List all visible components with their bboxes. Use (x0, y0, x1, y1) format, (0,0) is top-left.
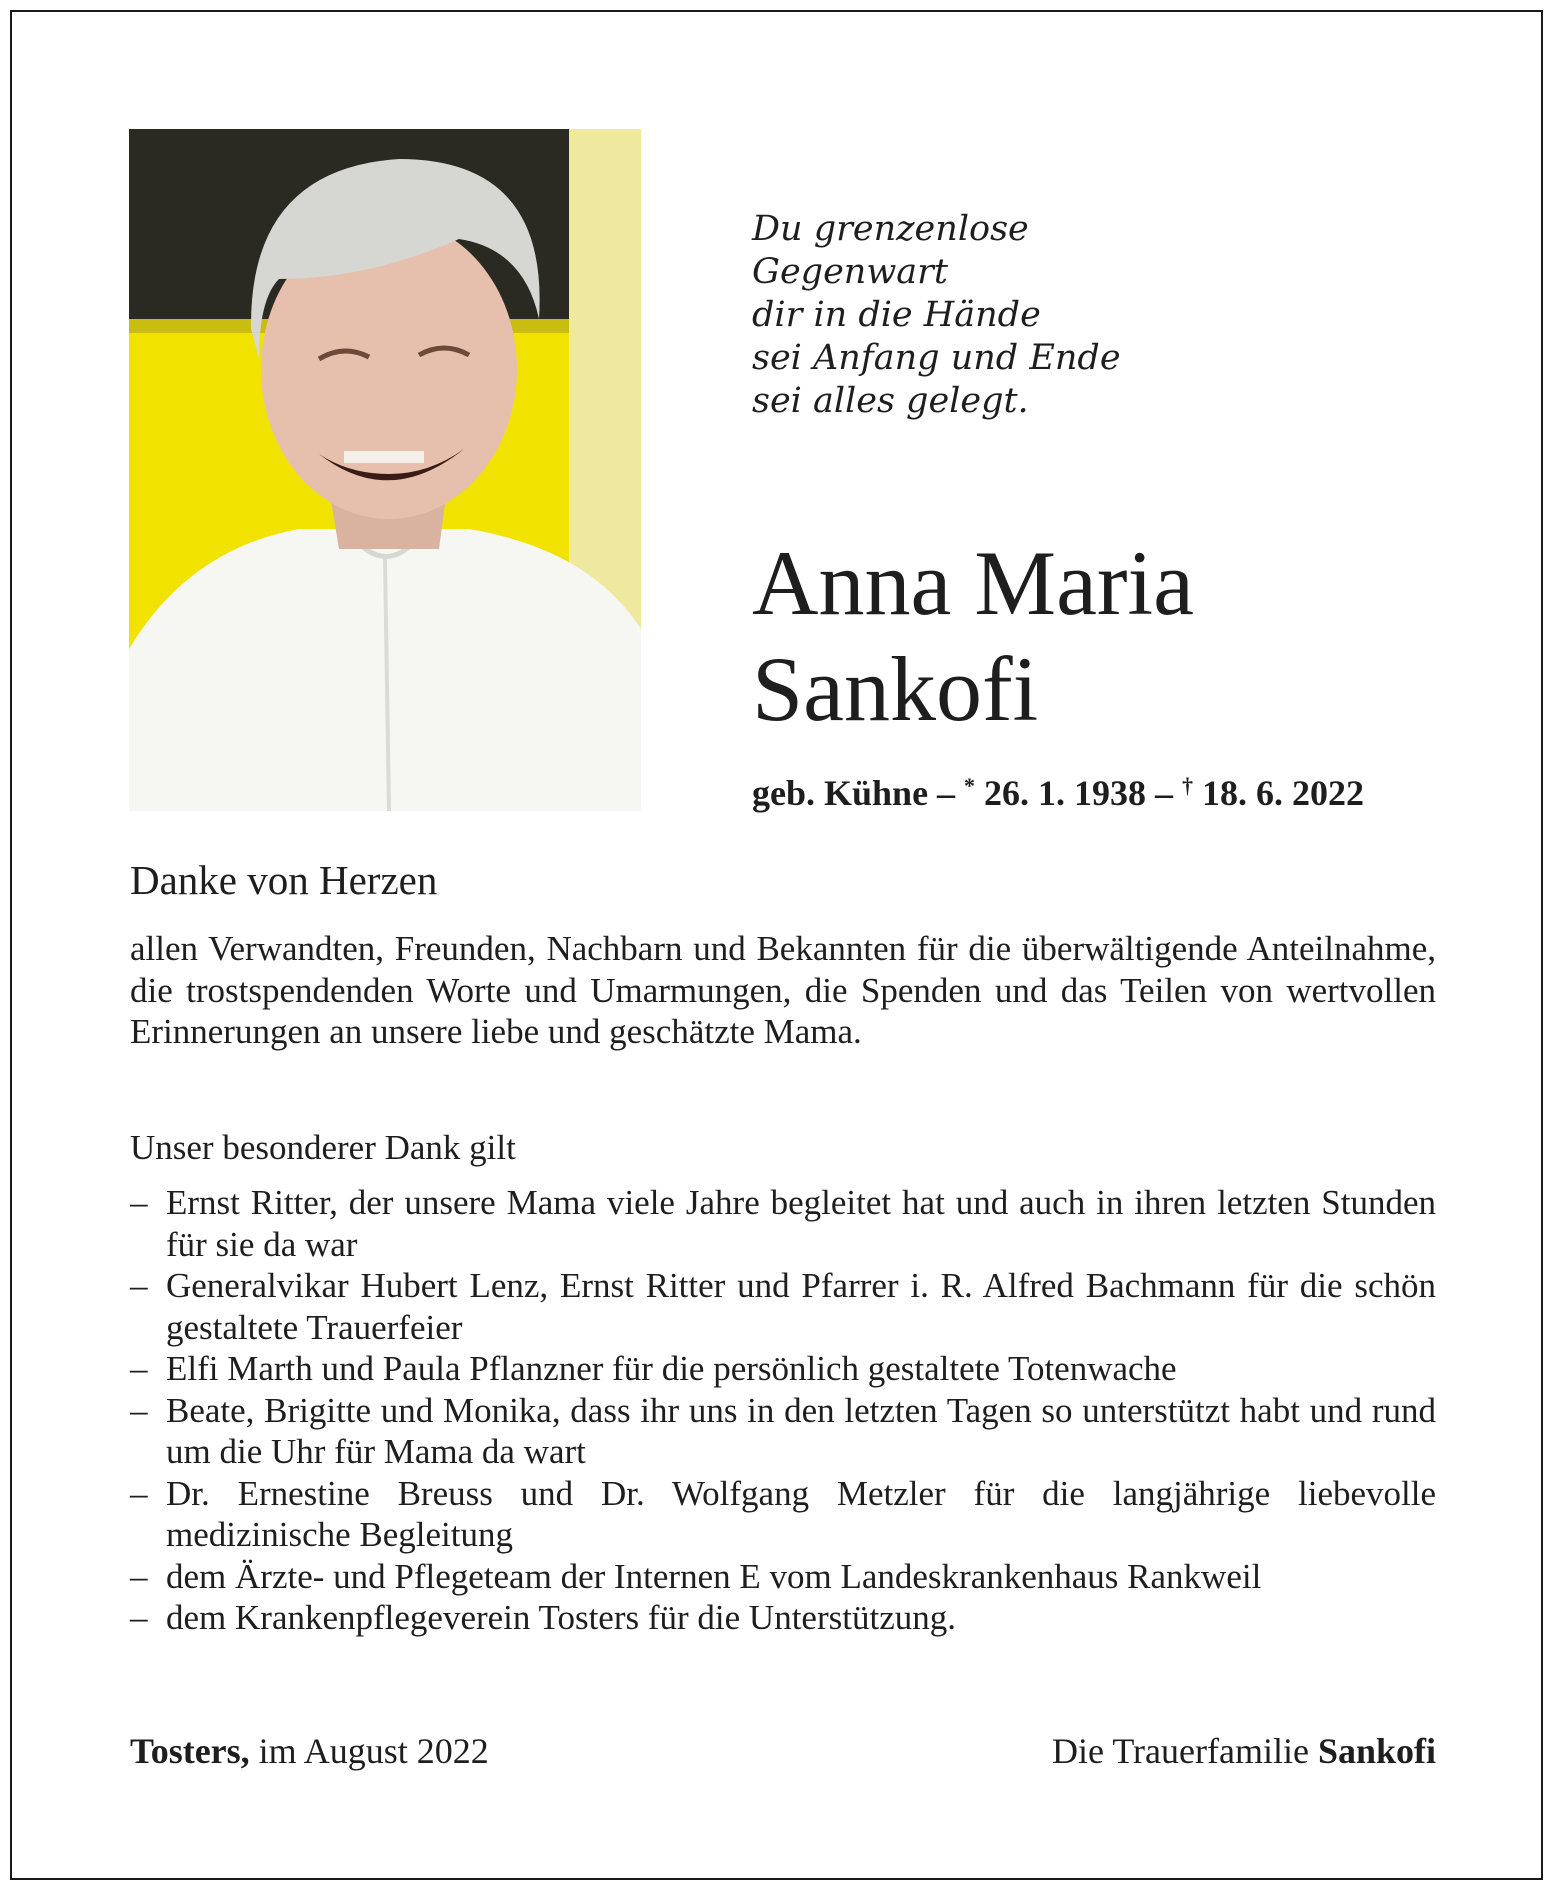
death-symbol: † (1182, 773, 1194, 798)
separator: – (1146, 773, 1183, 813)
list-item (130, 1597, 1436, 1639)
family-name: Sankofi (1317, 1731, 1436, 1771)
deceased-surname: Sankofi (752, 638, 1039, 740)
portrait-illustration (129, 129, 641, 811)
memorial-poem (752, 208, 1312, 423)
list-item-text: dem Ärzte- und Pflegeteam der Internen E vom Landeskrankenhaus Rankweil (166, 1556, 1262, 1596)
birth-date: 26. 1. 1938 (975, 773, 1147, 813)
date: im August 2022 (249, 1731, 489, 1771)
list-item (130, 1182, 1436, 1265)
poem-line: sei alles gelegt. (752, 381, 1029, 421)
list-item-text: Beate, Brigitte und Monika, dass ihr uns in den letzten Tagen so unterstützt habt und rund um die Uhr für Mama da wart (166, 1390, 1436, 1471)
place: Tosters, (130, 1731, 250, 1771)
list-item-text: Dr. Ernestine Breuss und Dr. Wolfgang Metzler für die langjährige liebevolle medizinische Begleitung (166, 1473, 1436, 1554)
separator: – (928, 773, 965, 813)
dash-bullet: – (130, 1349, 148, 1388)
poem-line: dir in die Hände (752, 295, 1041, 335)
list-item-text: Ernst Ritter, der unsere Mama viele Jahre begleitet hat und auch in ihren letzten Stunden für sie da war (166, 1183, 1436, 1264)
list-item-text: Elfi Marth und Paula Pflanzner für die persönlich gestaltete Totenwache (166, 1349, 1177, 1388)
dash-bullet: – (130, 1390, 148, 1430)
list-item (130, 1556, 1436, 1598)
maiden-name: geb. Kühne (752, 773, 929, 813)
list-item (130, 1265, 1436, 1348)
life-dates (752, 772, 1452, 814)
dash-bullet: – (130, 1266, 148, 1305)
birth-symbol: * (964, 773, 976, 798)
deceased-name (752, 530, 1452, 742)
poem-line: Du grenzenlose (752, 209, 1029, 249)
thanks-paragraph: allen Verwandten, Freunden, Nachbarn und Bekannten für die überwältigende Anteilnahme, die trostspendenden Worte und Umarmungen, die Spenden und das Teilen von wertvollen Erinnerungen an unsere liebe und geschätzte Mama. (130, 929, 1436, 1051)
dash-bullet: – (130, 1183, 148, 1222)
death-date: 18. 6. 2022 (1193, 773, 1365, 813)
family-prefix: Die Trauerfamilie (1051, 1731, 1318, 1771)
deceased-first-names: Anna Maria (752, 532, 1194, 634)
poem-line: sei Anfang und Ende (752, 338, 1121, 378)
special-thanks-intro: Unser besonderer Dank gilt (130, 1128, 516, 1167)
list-item (130, 1348, 1436, 1390)
list-item-text: Generalvikar Hubert Lenz, Ernst Ritter und Pfarrer i. R. Alfred Bachmann für die schön gestaltete Trauerfeier (166, 1266, 1436, 1347)
place-and-date (130, 1730, 489, 1772)
portrait-photo (129, 129, 641, 811)
list-item-text: dem Krankenpflegeverein Tosters für die Unterstützung. (166, 1598, 956, 1637)
dash-bullet: – (130, 1473, 148, 1513)
list-item (130, 1390, 1436, 1473)
thanks-heading: Danke von Herzen (130, 857, 438, 903)
special-thanks-list (130, 1182, 1436, 1639)
dash-bullet: – (130, 1556, 148, 1596)
dash-bullet: – (130, 1598, 148, 1637)
poem-line: Gegenwart (752, 252, 948, 292)
family-signature (1052, 1730, 1436, 1772)
list-item (130, 1473, 1436, 1556)
